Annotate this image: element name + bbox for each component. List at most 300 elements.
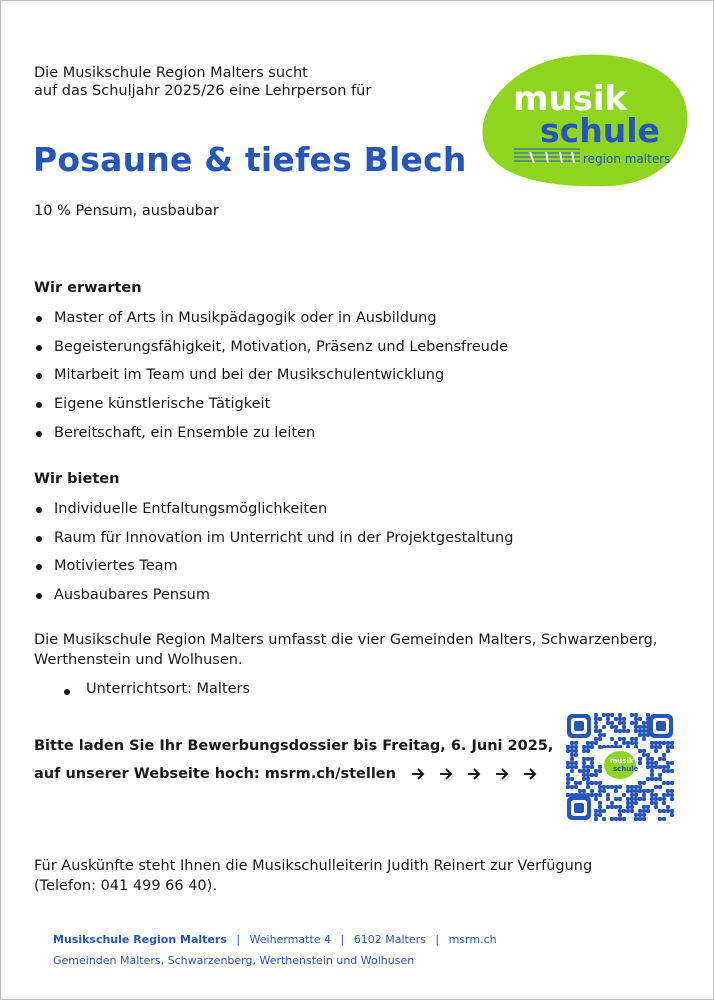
qr-module	[582, 765, 586, 769]
qr-module	[670, 797, 674, 801]
qr-module	[630, 789, 634, 793]
qr-module	[638, 813, 642, 817]
qr-module	[634, 793, 638, 797]
qr-module	[570, 741, 574, 745]
qr-module	[574, 753, 578, 757]
qr-code-icon[interactable]	[565, 712, 675, 822]
musikschule-logo	[480, 52, 690, 188]
svg-text:schule: schule	[613, 765, 639, 773]
qr-module	[654, 745, 658, 749]
qr-module	[654, 801, 658, 805]
qr-module	[622, 809, 626, 813]
qr-module	[638, 733, 642, 737]
qr-module	[610, 737, 614, 741]
list-item: Begeisterungsfähigkeit, Motivation, Präsenz und Lebensfreude	[34, 337, 508, 366]
qr-module	[658, 777, 662, 781]
qr-module	[654, 793, 658, 797]
qr-module	[566, 749, 570, 753]
qr-module	[578, 781, 582, 785]
qr-module	[570, 785, 574, 789]
qr-module	[626, 809, 630, 813]
qr-module	[662, 781, 666, 785]
qr-module	[594, 813, 598, 817]
qr-module	[610, 721, 614, 725]
qr-module	[574, 741, 578, 745]
qr-module	[582, 789, 586, 793]
logo-word-schule: schule	[540, 111, 660, 150]
qr-module	[590, 773, 594, 777]
qr-module	[594, 721, 598, 725]
qr-module	[662, 769, 666, 773]
qr-module	[594, 717, 598, 721]
qr-module	[622, 717, 626, 721]
qr-module	[654, 805, 658, 809]
qr-module	[570, 749, 574, 753]
qr-module	[646, 753, 650, 757]
qr-module	[658, 785, 662, 789]
qr-module	[670, 781, 674, 785]
qr-module	[670, 789, 674, 793]
qr-module	[662, 797, 666, 801]
qr-module	[594, 713, 598, 717]
qr-module	[566, 793, 570, 797]
cta-line-1: Bitte laden Sie Ihr Bewerbungsdossier bis Freitag, 6. Juni 2025,	[34, 738, 554, 754]
qr-module	[666, 745, 670, 749]
qr-module	[646, 761, 650, 765]
qr-module	[638, 761, 642, 765]
qr-module	[650, 765, 654, 769]
qr-module	[666, 761, 670, 765]
qr-module	[630, 805, 634, 809]
qr-module	[594, 769, 598, 773]
footer-name: Musikschule Region Malters	[53, 933, 227, 946]
qr-module	[570, 769, 574, 773]
qr-module	[598, 717, 602, 721]
qr-module	[662, 817, 666, 821]
qr-module	[642, 737, 646, 741]
qr-module	[638, 789, 642, 793]
qr-module	[610, 805, 614, 809]
qr-module	[594, 741, 598, 745]
qr-module	[598, 789, 602, 793]
qr-module	[614, 717, 618, 721]
qr-module	[662, 757, 666, 761]
qr-module	[574, 765, 578, 769]
qr-module	[654, 765, 658, 769]
qr-module	[642, 753, 646, 757]
qr-module	[594, 737, 598, 741]
qr-module	[650, 789, 654, 793]
qr-module	[670, 761, 674, 765]
qr-module	[650, 773, 654, 777]
qr-module	[634, 785, 638, 789]
qr-module	[566, 745, 570, 749]
qr-module	[598, 785, 602, 789]
qr-module	[670, 813, 674, 817]
qr-module	[602, 817, 606, 821]
qr-module	[638, 797, 642, 801]
qr-module	[566, 777, 570, 781]
qr-module	[634, 729, 638, 733]
qr-module	[606, 793, 610, 797]
qr-module	[666, 781, 670, 785]
qr-module	[642, 809, 646, 813]
qr-module	[598, 793, 602, 797]
qr-module	[582, 761, 586, 765]
qr-module	[610, 713, 614, 717]
qr-module	[618, 717, 622, 721]
qr-module	[634, 813, 638, 817]
qr-module	[590, 781, 594, 785]
cta-link[interactable]: auf unserer Webseite hoch: msrm.ch/stellen	[34, 766, 396, 782]
qr-module	[618, 809, 622, 813]
qr-module	[630, 713, 634, 717]
footer-communities: Gemeinden Malters, Schwarzenberg, Werthenstein und Wolhusen	[53, 954, 415, 967]
qr-module	[642, 789, 646, 793]
qr-module	[622, 793, 626, 797]
qr-module	[646, 777, 650, 781]
qr-module	[670, 809, 674, 813]
qr-module	[566, 761, 570, 765]
qr-module	[638, 785, 642, 789]
qr-module	[658, 757, 662, 761]
qr-module	[650, 757, 654, 761]
qr-module	[666, 741, 670, 745]
qr-module	[642, 725, 646, 729]
qr-module	[630, 809, 634, 813]
qr-module	[630, 801, 634, 805]
qr-module	[658, 773, 662, 777]
list-item: Ausbaubares Pensum	[34, 585, 513, 614]
qr-module	[618, 785, 622, 789]
qr-module	[630, 741, 634, 745]
qr-module	[666, 793, 670, 797]
qr-module	[654, 741, 658, 745]
region-paragraph: Die Musikschule Region Malters umfasst die vier Gemeinden Malters, Schwarzenberg, Werthenstein und Wolhusen.	[34, 632, 658, 668]
qr-module	[590, 741, 594, 745]
qr-module	[654, 797, 658, 801]
qr-module	[618, 817, 622, 821]
list-item: Eigene künstlerische Tätigkeit	[34, 394, 508, 423]
contact-line-1: Für Auskünfte steht Ihnen die Musikschulleiterin Judith Reinert zur Verfügung	[34, 858, 593, 874]
qr-module	[666, 805, 670, 809]
qr-module	[602, 725, 606, 729]
qr-module	[666, 749, 670, 753]
list-item: Raum für Innovation im Unterricht und in der Projektgestaltung	[34, 528, 513, 557]
qr-module	[598, 729, 602, 733]
qr-module	[646, 789, 650, 793]
expect-heading: Wir erwarten	[34, 280, 142, 296]
qr-module	[638, 749, 642, 753]
footer-separator: |	[340, 933, 345, 946]
qr-module	[634, 801, 638, 805]
qr-module	[606, 717, 610, 721]
qr-module	[654, 761, 658, 765]
qr-module	[614, 725, 618, 729]
qr-module	[618, 721, 622, 725]
qr-module	[654, 749, 658, 753]
qr-module	[630, 737, 634, 741]
qr-module	[570, 753, 574, 757]
qr-module	[570, 777, 574, 781]
qr-module	[610, 725, 614, 729]
arrow-right-icon	[467, 768, 481, 780]
offer-heading: Wir bieten	[34, 471, 120, 487]
pensum-text: 10 % Pensum, ausbaubar	[34, 203, 219, 219]
qr-module	[638, 729, 642, 733]
qr-module	[650, 761, 654, 765]
qr-module	[626, 805, 630, 809]
qr-module	[622, 737, 626, 741]
qr-module	[598, 813, 602, 817]
qr-module	[586, 785, 590, 789]
qr-module	[658, 809, 662, 813]
qr-module	[642, 733, 646, 737]
qr-module	[634, 797, 638, 801]
qr-module	[606, 797, 610, 801]
qr-module	[662, 793, 666, 797]
qr-module	[598, 769, 602, 773]
qr-module	[646, 809, 650, 813]
qr-module	[590, 745, 594, 749]
qr-module	[594, 729, 598, 733]
qr-module	[630, 785, 634, 789]
qr-module	[670, 741, 674, 745]
qr-module	[598, 765, 602, 769]
qr-module	[630, 793, 634, 797]
arrow-right-icon	[523, 768, 537, 780]
qr-module	[598, 801, 602, 805]
qr-module	[626, 789, 630, 793]
qr-module	[590, 761, 594, 765]
qr-module	[642, 817, 646, 821]
qr-module	[610, 785, 614, 789]
contact-info	[34, 856, 592, 896]
qr-module	[598, 809, 602, 813]
qr-module	[658, 765, 662, 769]
qr-module	[590, 765, 594, 769]
qr-module	[650, 801, 654, 805]
qr-module	[626, 785, 630, 789]
qr-module	[626, 801, 630, 805]
qr-module	[606, 721, 610, 725]
qr-module	[582, 757, 586, 761]
qr-module	[602, 733, 606, 737]
qr-module	[606, 713, 610, 717]
arrow-right-icon	[439, 768, 453, 780]
qr-module	[586, 757, 590, 761]
svg-text:musik: musik	[610, 757, 634, 765]
arrow-row	[411, 768, 537, 780]
qr-module	[642, 813, 646, 817]
cta-line-2	[34, 766, 537, 782]
qr-module	[574, 745, 578, 749]
qr-module	[634, 717, 638, 721]
qr-module	[566, 765, 570, 769]
qr-module	[586, 777, 590, 781]
qr-module	[638, 809, 642, 813]
qr-module	[642, 729, 646, 733]
qr-module	[670, 793, 674, 797]
qr-module	[646, 757, 650, 761]
qr-module	[634, 713, 638, 717]
qr-module	[582, 769, 586, 773]
qr-module	[602, 785, 606, 789]
qr-module	[650, 769, 654, 773]
qr-module	[582, 777, 586, 781]
qr-module	[650, 797, 654, 801]
qr-module	[626, 729, 630, 733]
qr-module	[658, 741, 662, 745]
qr-module	[622, 729, 626, 733]
qr-module	[638, 781, 642, 785]
qr-module	[662, 765, 666, 769]
qr-module	[590, 793, 594, 797]
qr-module	[666, 789, 670, 793]
qr-module	[630, 721, 634, 725]
qr-module	[574, 749, 578, 753]
qr-module	[622, 741, 626, 745]
qr-module	[574, 781, 578, 785]
qr-module	[586, 749, 590, 753]
qr-module	[654, 785, 658, 789]
qr-module	[666, 765, 670, 769]
qr-module	[602, 713, 606, 717]
qr-module	[666, 769, 670, 773]
qr-module	[626, 797, 630, 801]
list-item: Motiviertes Team	[34, 556, 513, 585]
qr-module	[566, 785, 570, 789]
qr-module	[614, 805, 618, 809]
list-item: Individuelle Entfaltungsmöglichkeiten	[34, 499, 513, 528]
list-item: Bereitschaft, ein Ensemble zu leiten	[34, 423, 508, 452]
qr-module	[598, 805, 602, 809]
qr-module	[614, 729, 618, 733]
qr-module	[598, 781, 602, 785]
qr-module	[594, 781, 598, 785]
list-item: Mitarbeit im Team und bei der Musikschulentwicklung	[34, 365, 508, 394]
qr-module	[586, 769, 590, 773]
qr-module	[670, 769, 674, 773]
qr-module	[650, 741, 654, 745]
location-item: Unterrichtsort: Malters	[64, 681, 250, 697]
footer-city: 6102 Malters	[353, 933, 426, 946]
qr-module	[578, 769, 582, 773]
qr-module	[570, 765, 574, 769]
qr-module	[594, 797, 598, 801]
qr-module	[614, 789, 618, 793]
qr-module	[590, 789, 594, 793]
qr-module	[642, 721, 646, 725]
qr-module	[578, 789, 582, 793]
qr-module	[646, 713, 650, 717]
qr-module	[610, 801, 614, 805]
logo-word-musik: musik	[513, 79, 628, 119]
qr-module	[662, 801, 666, 805]
qr-module	[650, 777, 654, 781]
qr-module	[586, 781, 590, 785]
qr-module	[618, 737, 622, 741]
qr-module	[566, 773, 570, 777]
qr-module	[574, 785, 578, 789]
qr-module	[642, 797, 646, 801]
qr-module	[586, 745, 590, 749]
qr-module	[582, 773, 586, 777]
footer-address: Weihermatte 4	[249, 933, 332, 946]
qr-module	[586, 773, 590, 777]
qr-module	[582, 749, 586, 753]
qr-module	[598, 745, 602, 749]
qr-module	[638, 725, 642, 729]
qr-module	[614, 817, 618, 821]
qr-module	[610, 817, 614, 821]
qr-module	[594, 817, 598, 821]
qr-module	[570, 757, 574, 761]
footer	[53, 933, 497, 967]
qr-module	[602, 789, 606, 793]
qr-module	[582, 745, 586, 749]
logo-tagline: region malters	[583, 152, 671, 166]
qr-module	[566, 781, 570, 785]
qr-module	[642, 793, 646, 797]
qr-module	[622, 721, 626, 725]
qr-module	[622, 817, 626, 821]
qr-module	[634, 789, 638, 793]
qr-module	[594, 725, 598, 729]
intro-line-2: auf das Schuljahr 2025/26 eine Lehrperson für	[34, 83, 372, 99]
qr-module	[630, 797, 634, 801]
qr-module	[574, 761, 578, 765]
footer-separator: |	[236, 933, 241, 946]
qr-module	[618, 805, 622, 809]
qr-module	[666, 809, 670, 813]
qr-module	[646, 765, 650, 769]
qr-module	[658, 745, 662, 749]
qr-module	[618, 729, 622, 733]
qr-module	[614, 741, 618, 745]
qr-module	[594, 809, 598, 813]
qr-module	[606, 805, 610, 809]
qr-module	[618, 713, 622, 717]
qr-module	[638, 717, 642, 721]
arrow-right-icon	[411, 768, 425, 780]
qr-module	[638, 757, 642, 761]
qr-module	[634, 721, 638, 725]
qr-module	[598, 737, 602, 741]
expect-list	[34, 308, 508, 451]
qr-module	[622, 725, 626, 729]
qr-module	[642, 749, 646, 753]
qr-module	[662, 753, 666, 757]
qr-module	[586, 765, 590, 769]
qr-module	[606, 785, 610, 789]
qr-module	[618, 813, 622, 817]
intro	[34, 64, 371, 100]
qr-module	[662, 809, 666, 813]
qr-module	[654, 777, 658, 781]
qr-module	[670, 745, 674, 749]
offer-list	[34, 499, 513, 614]
qr-module	[614, 785, 618, 789]
qr-module	[634, 741, 638, 745]
qr-module	[658, 817, 662, 821]
intro-line-1: Die Musikschule Region Malters sucht	[34, 65, 308, 81]
footer-web-link[interactable]: msrm.ch	[448, 933, 497, 946]
qr-module	[650, 745, 654, 749]
qr-module	[662, 741, 666, 745]
qr-module	[618, 797, 622, 801]
qr-module	[638, 817, 642, 821]
